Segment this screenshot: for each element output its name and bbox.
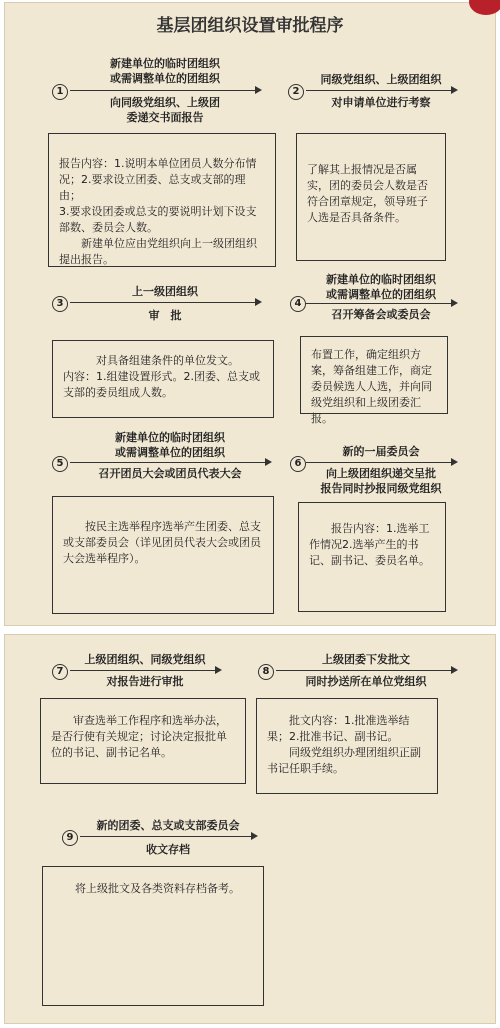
step-1-detail-1: 报告内容：1.说明本单位团员人数分布情况；2.要求设立团委、总支或支部的理由；: [59, 157, 257, 202]
step-2-action: 对申请单位进行考察: [331, 96, 431, 109]
step-9-number: 9: [62, 830, 78, 846]
page-title: 基层团组织设置审批程序: [156, 16, 344, 36]
step-5-detail-1: 按民主选举程序选举产生团委、总支或支部委员会（详见团员代表大会或团员大会选举程序）。: [63, 520, 261, 565]
step-1-action-line-1: 向同级党组织、上级团: [110, 96, 220, 109]
step-5-actor-line-2: 或需调整单位的团组织: [115, 446, 225, 459]
step-4-action: 召开筹备会或委员会: [331, 308, 431, 321]
step-9-detail-box: [42, 866, 264, 1006]
step-6-action-line-2: 报告同时抄报同级党组织: [320, 482, 442, 495]
step-6-actor: 新的一届委员会: [342, 445, 420, 458]
step-8-detail-box: [256, 698, 438, 794]
step-7-arrow: [70, 670, 220, 671]
step-1-action: [70, 95, 260, 125]
step-2-detail-1: 了解其上报情况是否属实，团的委员会人数是否符合团章规定，领导班子人选是否具备条件。: [307, 163, 428, 224]
step-4-detail-1: 布置工作，确定组织方案，筹备组建工作，商定委员候选人人选，并向同级党组织和上级团委汇报。: [311, 348, 432, 425]
step-8-arrow: [276, 670, 456, 671]
step-5-detail-box: [52, 496, 274, 614]
step-1-actor-line-1: 新建单位的临时团组织: [110, 57, 220, 70]
step-9-actor: 新的团委、总支或支部委员会: [96, 819, 240, 832]
step-6-action-line-1: 向上级团组织递交呈批: [326, 467, 436, 480]
step-1-actor-line-2: 或需调整单位的团组织: [110, 72, 220, 85]
step-4-actor-line-2: 或需调整单位的团组织: [326, 288, 436, 301]
step-9-arrow: [80, 836, 256, 837]
step-8-number: 8: [258, 664, 274, 680]
step-8-detail-1: 批文内容：1.批准选举结果；2.批准书记、副书记。: [267, 714, 410, 743]
step-3-detail-1: 对具备组建条件的单位发文。: [96, 354, 239, 367]
step-7-number: 7: [52, 664, 68, 680]
step-8-actor: 上级团委下发批文: [322, 653, 410, 666]
step-1-action-line-2: 委递交书面报告: [126, 111, 204, 124]
step-3-detail-2: 内容：1.组建设置形式。2.团委、总支或支部的委员组成人数。: [63, 370, 260, 399]
step-6-detail-box: [298, 502, 446, 612]
step-2-number: 2: [288, 84, 304, 100]
step-7-action: 对报告进行审批: [106, 675, 184, 688]
step-4-actor: [306, 272, 456, 302]
step-3-number: 3: [52, 296, 68, 312]
step-3-arrow: [70, 302, 260, 303]
step-7-detail-1: 审查选举工作程序和选举办法，是否行使有关规定；讨论决定报批单位的书记、副书记名单。: [51, 714, 227, 759]
step-1-detail-2: 3.要求设团委或总支的要说明计划下设支部数、委员会人数。: [59, 205, 257, 234]
step-1-arrow: [70, 90, 260, 91]
step-9-detail-1: 将上级批文及各类资料存档备考。: [75, 882, 240, 895]
step-7-detail-box: [40, 698, 246, 784]
step-1-actor: [70, 56, 260, 86]
step-4-detail-box: [300, 336, 448, 425]
step-4-number: 4: [290, 296, 306, 312]
step-8-action: 同时抄送所在单位党组织: [305, 675, 427, 688]
step-3-action: 审 批: [148, 309, 182, 322]
step-3-actor: 上一级团组织: [132, 285, 198, 298]
step-6-number: 6: [290, 456, 306, 472]
step-4-arrow: [306, 303, 456, 304]
step-5-actor: [70, 430, 270, 460]
step-2-arrow: [306, 90, 456, 91]
step-6-detail-1: 报告内容：1.选举工作情况2.选举产生的书记、副书记、委员名单。: [309, 522, 430, 567]
step-2-actor: 同级党组织、上级团组织: [320, 73, 442, 86]
step-1-number: 1: [52, 84, 68, 100]
step-4-actor-line-1: 新建单位的临时团组织: [326, 273, 436, 286]
step-8-detail-2: 同级党组织办理团组织正副书记任职手续。: [267, 746, 421, 775]
step-5-arrow: [70, 462, 270, 463]
step-6-arrow: [306, 462, 456, 463]
step-5-number: 5: [52, 456, 68, 472]
step-7-actor: 上级团组织、同级党组织: [84, 653, 206, 666]
step-3-detail-box: [52, 340, 274, 418]
step-5-action: 召开团员大会或团员代表大会: [98, 467, 242, 480]
step-6-action: [306, 466, 456, 496]
step-1-detail-3: 新建单位应由党组织向上一级团组织提出报告。: [59, 237, 257, 266]
step-5-actor-line-1: 新建单位的临时团组织: [115, 431, 225, 444]
step-2-detail-box: [296, 133, 446, 261]
step-1-detail-box: [48, 133, 276, 267]
step-9-action: 收文存档: [146, 843, 190, 856]
